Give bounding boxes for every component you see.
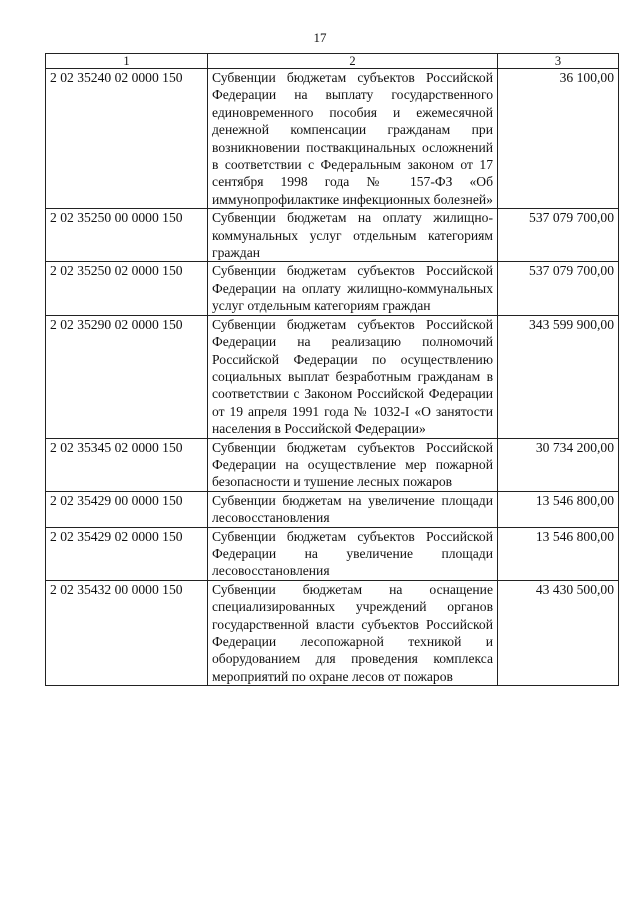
- row-description: Субвенции бюджетам на оплату жилищно-коммунальных услуг отдельным категориям граждан: [208, 209, 498, 262]
- row-description: Субвенции бюджетам на увеличение площади лесовосстановления: [208, 491, 498, 527]
- row-amount: 43 430 500,00: [498, 580, 619, 685]
- table-row: [46, 315, 619, 438]
- row-amount: 13 546 800,00: [498, 491, 619, 527]
- row-amount: 30 734 200,00: [498, 438, 619, 491]
- row-amount: 13 546 800,00: [498, 527, 619, 580]
- page-number: 17: [313, 30, 327, 45]
- row-description: Субвенции бюджетам на оснащение специализированных учреждений органов государственной власти субъектов Российской Федерации лесопожарной техникой и оборудованием для проведения комплекса мероприятий по охране лесов от пожаров: [208, 580, 498, 685]
- row-description: Субвенции бюджетам субъектов Российской Федерации на оплату жилищно-коммунальных услуг отдельным категориям граждан: [208, 262, 498, 315]
- table-row: [46, 527, 619, 580]
- row-description: Субвенции бюджетам субъектов Российской Федерации на осуществление мер пожарной безопасности и тушение лесных пожаров: [208, 438, 498, 491]
- row-code: 2 02 35250 02 0000 150: [46, 262, 208, 315]
- column-header-amount: 3: [498, 54, 619, 69]
- row-amount: 343 599 900,00: [498, 315, 619, 438]
- row-description: Субвенции бюджетам субъектов Российской Федерации на увеличение площади лесовосстановления: [208, 527, 498, 580]
- row-description: Субвенции бюджетам субъектов Российской Федерации на выплату государственного единовременного пособия и ежемесячной денежной компенсации гражданам при возникновении поствакцинальных осложнений в соответствии с Федеральным законом от 17 сентября 1998 года № 157-ФЗ «Об иммунопрофилактике инфекционных болезней»: [208, 69, 498, 209]
- table-row: [46, 580, 619, 685]
- budget-revenue-table: [45, 53, 619, 686]
- table-row: [46, 209, 619, 262]
- column-header-code: 1: [46, 54, 208, 69]
- row-code: 2 02 35250 00 0000 150: [46, 209, 208, 262]
- row-code: 2 02 35240 02 0000 150: [46, 69, 208, 209]
- row-code: 2 02 35345 02 0000 150: [46, 438, 208, 491]
- row-description: Субвенции бюджетам субъектов Российской Федерации на реализацию полномочий Российской Федерации по осуществлению социальных выплат безработным гражданам в соответствии с Законом Российской Федерации от 19 апреля 1991 года № 1032-I «О занятости населения в Российской Федерации»: [208, 315, 498, 438]
- table-row: [46, 438, 619, 491]
- row-amount: 36 100,00: [498, 69, 619, 209]
- table-header-row: [46, 54, 619, 69]
- row-amount: 537 079 700,00: [498, 209, 619, 262]
- table-row: [46, 69, 619, 209]
- column-header-description: 2: [208, 54, 498, 69]
- row-code: 2 02 35429 00 0000 150: [46, 491, 208, 527]
- row-code: 2 02 35290 02 0000 150: [46, 315, 208, 438]
- row-code: 2 02 35432 00 0000 150: [46, 580, 208, 685]
- row-code: 2 02 35429 02 0000 150: [46, 527, 208, 580]
- table-row: [46, 491, 619, 527]
- row-amount: 537 079 700,00: [498, 262, 619, 315]
- table-row: [46, 262, 619, 315]
